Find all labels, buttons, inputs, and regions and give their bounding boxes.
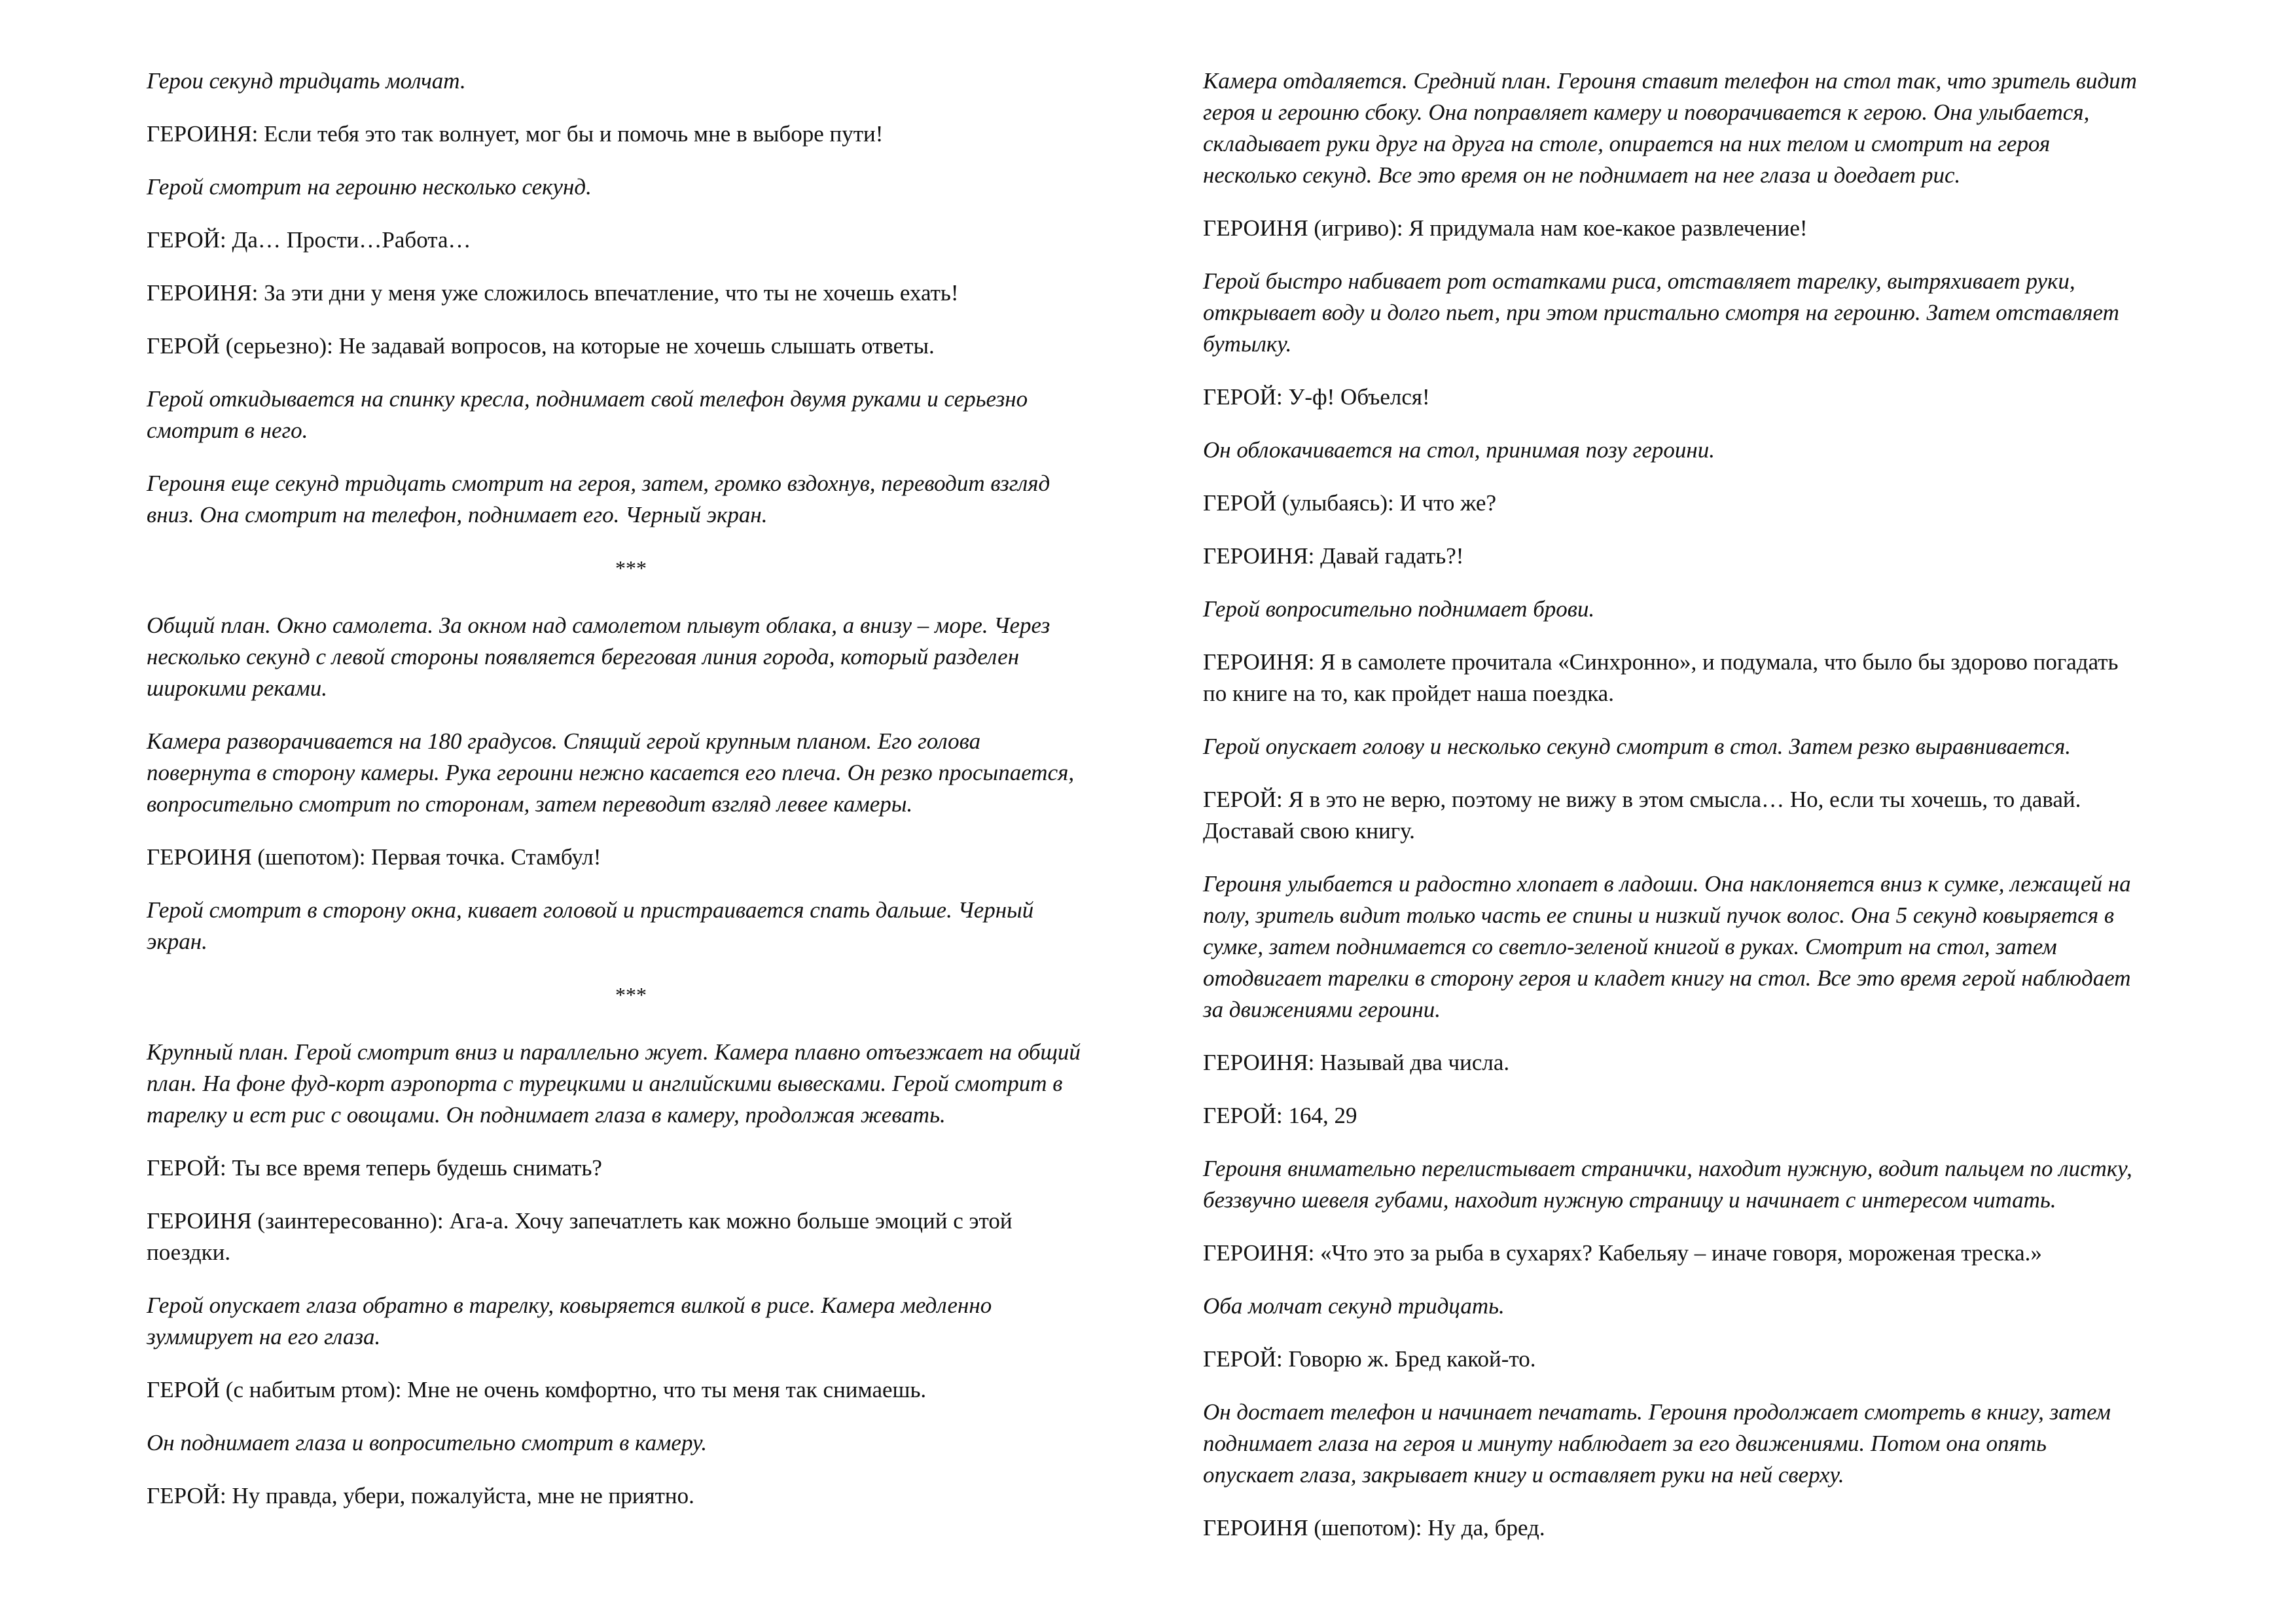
text-line: Герой быстро набивает рот остатками риса, отставляет тарелку, вытряхивает руки, <box>1203 268 2075 294</box>
dialogue-paragraph <box>147 1374 1115 1406</box>
text-line: ГЕРОИНЯ: Называй два числа. <box>1203 1050 1510 1075</box>
text-line: ГЕРОЙ: Говорю ж. Бред какой-то. <box>1203 1346 1536 1372</box>
text-line: за движениями героини. <box>1203 997 1441 1022</box>
action-paragraph <box>1203 1153 2172 1216</box>
text-line: ГЕРОИНЯ (шепотом): Ну да, бред. <box>1203 1515 1545 1541</box>
text-line: Доставай свою книгу. <box>1203 818 1415 844</box>
text-line: полу, зритель видит только часть ее спины и низкий пучок волос. Она 5 секунд ковыряется в <box>1203 902 2115 928</box>
left-page <box>147 65 1115 1533</box>
text-line: Он достает телефон и начинает печатать. Героиня продолжает смотреть в книгу, затем <box>1203 1399 2111 1425</box>
dialogue-paragraph <box>147 1205 1115 1268</box>
text-line: ГЕРОИНЯ: Если тебя это так волнует, мог бы и помочь мне в выборе пути! <box>147 121 884 147</box>
text-line: ГЕРОИНЯ: Давай гадать?! <box>1203 543 1464 569</box>
text-line: опускает глаза, закрывает книгу и оставляет руки на ней сверху. <box>1203 1462 1844 1488</box>
action-paragraph <box>147 383 1115 446</box>
text-line: сумке, затем поднимается со светло-зеленой книгой в руках. Смотрит на стол, затем <box>1203 934 2057 959</box>
scene-separator <box>147 979 1115 1010</box>
action-paragraph <box>1203 594 2172 625</box>
scene-separator <box>147 552 1115 584</box>
text-line: вниз. Она смотрит на телефон, поднимает его. Черный экран. <box>147 502 768 527</box>
text-line: Он поднимает глаза и вопросительно смотрит в камеру. <box>147 1430 708 1455</box>
text-line: смотрит в него. <box>147 418 308 443</box>
text-line: отодвигает тарелки в сторону героя и кладет книгу на стол. Все это время герой наблюдает <box>1203 965 2131 991</box>
dialogue-paragraph <box>1203 488 2172 519</box>
action-paragraph <box>1203 65 2172 191</box>
text-line: несколько секунд. Все это время он не поднимает на нее глаза и доедает рис. <box>1203 162 1961 188</box>
dialogue-paragraph <box>147 277 1115 309</box>
text-line: ГЕРОЙ: Ну правда, убери, пожалуйста, мне не приятно. <box>147 1483 694 1508</box>
text-line: зуммирует на его глаза. <box>147 1324 381 1349</box>
text-line: ГЕРОЙ (улыбаясь): И что же? <box>1203 490 1496 516</box>
text-line: ГЕРОЙ (серьезно): Не задавай вопросов, на которые не хочешь слышать ответы. <box>147 333 935 359</box>
text-line: Герой опускает глаза обратно в тарелку, ковыряется вилкой в рисе. Камера медленно <box>147 1293 992 1318</box>
right-page <box>1203 65 2172 1565</box>
dialogue-paragraph <box>1203 541 2172 572</box>
action-paragraph <box>147 171 1115 203</box>
dialogue-paragraph <box>147 224 1115 256</box>
action-paragraph <box>147 726 1115 820</box>
dialogue-paragraph <box>1203 1512 2172 1544</box>
text-line: экран. <box>147 929 207 954</box>
text-line: ГЕРОИНЯ (шепотом): Первая точка. Стамбул! <box>147 844 601 870</box>
text-line: Крупный план. Герой смотрит вниз и параллельно жует. Камера плавно отъезжает на общий <box>147 1039 1081 1065</box>
text-line: Героиня еще секунд тридцать смотрит на героя, затем, громко вздохнув, переводит взгляд <box>147 471 1050 496</box>
text-line: Герой смотрит в сторону окна, кивает головой и пристраивается спать дальше. Черный <box>147 897 1034 923</box>
action-paragraph <box>1203 1291 2172 1322</box>
text-line: ГЕРОЙ: Я в это не верю, поэтому не вижу в этом смысла… Но, если ты хочешь, то давай. <box>1203 787 2081 812</box>
text-line: ГЕРОЙ: Да… Прости…Работа… <box>147 227 471 253</box>
action-paragraph <box>147 1290 1115 1353</box>
text-line: Общий план. Окно самолета. За окном над самолетом плывут облака, а внизу – море. Через <box>147 613 1050 638</box>
dialogue-paragraph <box>147 330 1115 362</box>
action-paragraph <box>147 1037 1115 1131</box>
dialogue-paragraph <box>1203 647 2172 709</box>
text-line: ГЕРОЙ: Ты все время теперь будешь снимать? <box>147 1155 602 1181</box>
action-paragraph <box>1203 1397 2172 1491</box>
text-line: Герой смотрит на героиню несколько секунд. <box>147 174 592 200</box>
dialogue-paragraph <box>147 1480 1115 1512</box>
text-line: Героиня внимательно перелистывает странички, находит нужную, водит пальцем по листку, <box>1203 1156 2132 1181</box>
text-line: ГЕРОИНЯ: «Что это за рыба в сухарях? Кабельяу – иначе говоря, мороженая треска.» <box>1203 1240 2042 1266</box>
text-line: героя и героиню сбоку. Она поправляет камеру и поворачивается к герою. Она улыбается, <box>1203 99 2090 125</box>
text-line: Камера разворачивается на 180 градусов. Спящий герой крупным планом. Его голова <box>147 728 981 754</box>
dialogue-paragraph <box>147 118 1115 150</box>
text-line: складывает руки друг на друга на столе, опирается на них телом и смотрит на героя <box>1203 131 2051 156</box>
text-line: бутылку. <box>1203 331 1292 357</box>
text-line: Герой вопросительно поднимает брови. <box>1203 596 1595 622</box>
text-line: ГЕРОИНЯ (заинтересованно): Ага-а. Хочу запечатлеть как можно больше эмоций с этой <box>147 1208 1013 1234</box>
text-line: Героиня улыбается и радостно хлопает в ладоши. Она наклоняется вниз к сумке, лежащей на <box>1203 871 2131 897</box>
text-line: Герои секунд тридцать молчат. <box>147 68 466 94</box>
action-paragraph <box>1203 731 2172 762</box>
dialogue-paragraph <box>147 1152 1115 1184</box>
text-line: Оба молчат секунд тридцать. <box>1203 1293 1505 1319</box>
text-line: поездки. <box>147 1240 231 1265</box>
dialogue-paragraph <box>1203 213 2172 244</box>
action-paragraph <box>1203 435 2172 466</box>
text-line: ГЕРОЙ: У-ф! Объелся! <box>1203 384 1430 410</box>
dialogue-paragraph <box>1203 1344 2172 1375</box>
text-line: тарелку и ест рис с овощами. Он поднимает глаза в камеру, продолжая жевать. <box>147 1102 946 1128</box>
text-line: *** <box>615 556 647 580</box>
action-paragraph <box>1203 868 2172 1026</box>
dialogue-paragraph <box>1203 382 2172 413</box>
dialogue-paragraph <box>147 842 1115 873</box>
text-line: открывает воду и долго пьет, при этом пристально смотря на героиню. Затем отставляет <box>1203 300 2119 325</box>
action-paragraph <box>147 65 1115 97</box>
text-line: поднимает глаза на героя и минуту наблюдает за его движениями. Потом она опять <box>1203 1431 2047 1456</box>
action-paragraph <box>147 468 1115 531</box>
action-paragraph <box>147 610 1115 704</box>
dialogue-paragraph <box>1203 1238 2172 1269</box>
action-paragraph <box>147 1427 1115 1459</box>
text-line: ГЕРОИНЯ (игриво): Я придумала нам кое-какое развлечение! <box>1203 215 1808 241</box>
text-line: вопросительно смотрит по сторонам, затем переводит взгляд левее камеры. <box>147 791 913 817</box>
text-line: Камера отдаляется. Средний план. Героиня ставит телефон на стол так, что зритель видит <box>1203 68 2137 94</box>
text-line: ГЕРОИНЯ: Я в самолете прочитала «Синхронно», и подумала, что было бы здорово погадать <box>1203 649 2119 675</box>
dialogue-paragraph <box>1203 1100 2172 1132</box>
dialogue-paragraph <box>1203 784 2172 847</box>
text-line: беззвучно шевеля губами, находит нужную страницу и начинает с интересом читать. <box>1203 1187 2056 1213</box>
text-line: Герой откидывается на спинку кресла, поднимает свой телефон двумя руками и серьезно <box>147 386 1028 412</box>
text-line: Он облокачивается на стол, принимая позу героини. <box>1203 437 1715 463</box>
text-line: Герой опускает голову и несколько секунд смотрит в стол. Затем резко выравнивается. <box>1203 734 2071 759</box>
text-line: план. На фоне фуд-корт аэропорта с турецкими и английскими вывесками. Герой смотрит в <box>147 1071 1063 1096</box>
text-line: повернута в сторону камеры. Рука героини нежно касается его плеча. Он резко просыпается, <box>147 760 1075 785</box>
text-line: ГЕРОЙ (с набитым ртом): Мне не очень комфортно, что ты меня так снимаешь. <box>147 1377 927 1402</box>
action-paragraph <box>147 895 1115 957</box>
text-line: *** <box>615 983 647 1007</box>
text-line: ГЕРОИНЯ: За эти дни у меня уже сложилось впечатление, что ты не хочешь ехать! <box>147 280 959 306</box>
text-line: ГЕРОЙ: 164, 29 <box>1203 1103 1357 1128</box>
text-line: несколько секунд с левой стороны появляется береговая линия города, который разделен <box>147 644 1020 669</box>
dialogue-paragraph <box>1203 1047 2172 1079</box>
action-paragraph <box>1203 266 2172 360</box>
text-line: по книге на то, как пройдет наша поездка. <box>1203 681 1614 706</box>
text-line: широкими реками. <box>147 675 328 701</box>
